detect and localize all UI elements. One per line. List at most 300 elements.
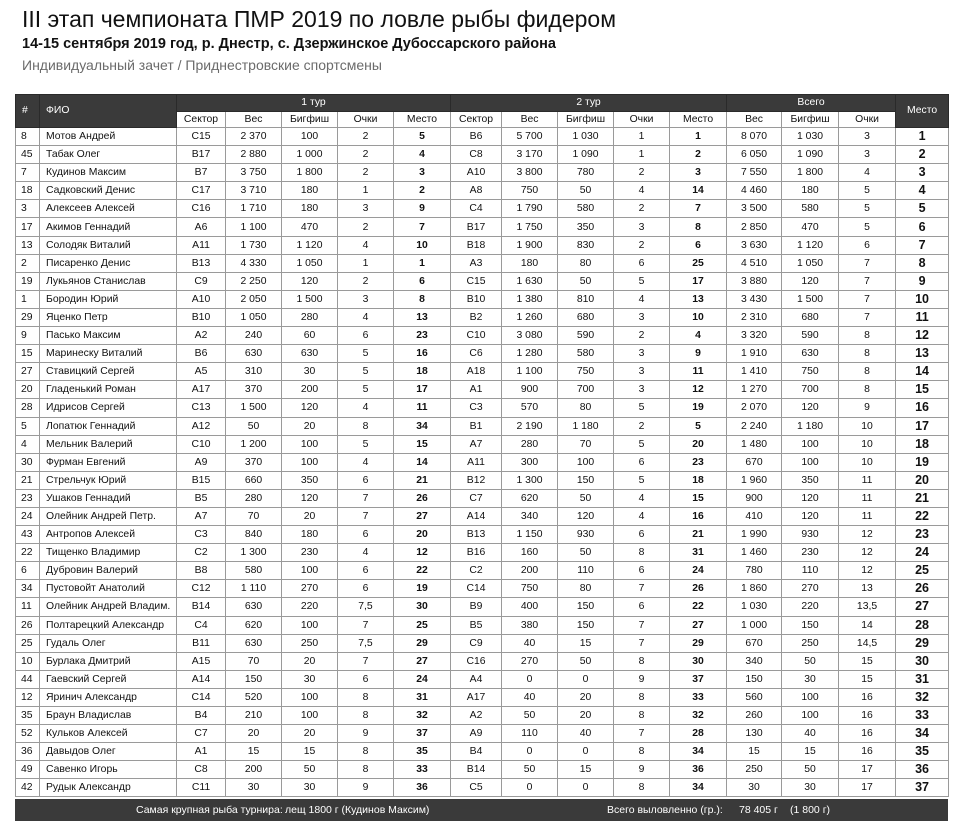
table-cell: 9 [338, 779, 394, 797]
table-cell: 18 [394, 363, 451, 381]
table-cell: 100 [558, 453, 614, 471]
table-cell: 16 [839, 725, 896, 743]
table-cell: 5 [338, 435, 394, 453]
table-cell: 1 750 [502, 218, 558, 236]
table-cell: 30 [670, 652, 727, 670]
table-row [16, 489, 949, 507]
table-cell: 10 [839, 453, 896, 471]
table-row [16, 471, 949, 489]
table-cell: 2 240 [727, 417, 782, 435]
table-cell: 2 [394, 182, 451, 200]
table-cell: A5 [177, 363, 226, 381]
table-cell: 30 [226, 779, 282, 797]
table-cell: 590 [782, 327, 839, 345]
table-cell: 8 [839, 363, 896, 381]
table-cell: 5 [338, 363, 394, 381]
table-cell: 0 [558, 743, 614, 761]
table-cell: 12 [16, 688, 40, 706]
table-cell: 20 [558, 707, 614, 725]
table-cell: 250 [727, 761, 782, 779]
table-cell: 4 [614, 507, 670, 525]
table-cell: B10 [451, 290, 502, 308]
table-cell: 4 [338, 236, 394, 254]
table-cell: 1 [614, 128, 670, 146]
table-cell: 4 [394, 146, 451, 164]
table-cell: 15 [670, 489, 727, 507]
table-cell: 1 630 [502, 272, 558, 290]
final-place: 27 [896, 598, 949, 616]
table-cell: 1 800 [282, 164, 338, 182]
table-cell: 7 [614, 616, 670, 634]
subheader-cell: Очки [614, 112, 670, 128]
participant-name: Олейник Андрей Владим. [40, 598, 177, 616]
table-cell: 580 [226, 562, 282, 580]
table-cell: 110 [782, 562, 839, 580]
table-cell: 1 900 [502, 236, 558, 254]
table-cell: C10 [451, 327, 502, 345]
table-cell: 9 [614, 670, 670, 688]
table-cell: 20 [282, 417, 338, 435]
table-cell: B4 [177, 707, 226, 725]
table-cell: C14 [177, 688, 226, 706]
table-cell: 17 [839, 761, 896, 779]
table-cell: C5 [451, 779, 502, 797]
col-name-header: ФИО [40, 95, 177, 128]
table-cell: 15 [839, 652, 896, 670]
table-cell: 30 [282, 779, 338, 797]
table-cell: 29 [394, 634, 451, 652]
table-cell: 50 [558, 544, 614, 562]
table-cell: 80 [558, 254, 614, 272]
header [22, 0, 616, 76]
table-cell: 280 [502, 435, 558, 453]
participant-name: Яринич Александр [40, 688, 177, 706]
table-cell: 7 550 [727, 164, 782, 182]
table-cell: 670 [727, 453, 782, 471]
participant-name: Маринеску Виталий [40, 345, 177, 363]
table-cell: 34 [670, 779, 727, 797]
table-cell: 50 [502, 707, 558, 725]
table-cell: C4 [177, 616, 226, 634]
table-cell: 1 910 [727, 345, 782, 363]
table-cell: 100 [782, 707, 839, 725]
table-cell: 230 [782, 544, 839, 562]
table-cell: 8 [839, 327, 896, 345]
table-cell: 4 510 [727, 254, 782, 272]
table-cell: 3 710 [226, 182, 282, 200]
table-cell: 3 320 [727, 327, 782, 345]
table-cell: 5 [614, 399, 670, 417]
table-cell: 8 [839, 381, 896, 399]
participant-name: Лукьянов Станислав [40, 272, 177, 290]
participant-name: Тищенко Владимир [40, 544, 177, 562]
participant-name: Бородин Юрий [40, 290, 177, 308]
table-cell: 5 [670, 417, 727, 435]
table-cell: 1 [338, 182, 394, 200]
table-cell: C4 [451, 200, 502, 218]
table-row [16, 507, 949, 525]
final-place: 7 [896, 236, 949, 254]
table-cell: 24 [670, 562, 727, 580]
table-cell: 19 [16, 272, 40, 290]
table-cell: C13 [177, 399, 226, 417]
biggest-fish-value: лещ 1800 г (Кудинов Максим) [285, 804, 430, 816]
table-cell: 50 [558, 489, 614, 507]
table-row [16, 634, 949, 652]
table-cell: 100 [282, 435, 338, 453]
final-place: 12 [896, 327, 949, 345]
table-cell: 9 [614, 761, 670, 779]
table-cell: B16 [451, 544, 502, 562]
participant-name: Садковский Денис [40, 182, 177, 200]
table-cell: 6 [614, 598, 670, 616]
table-cell: 570 [502, 399, 558, 417]
table-cell: 7,5 [338, 598, 394, 616]
table-cell: C2 [451, 562, 502, 580]
table-cell: 8 [338, 743, 394, 761]
table-cell: 70 [226, 652, 282, 670]
table-cell: 32 [394, 707, 451, 725]
table-cell: 8 [338, 707, 394, 725]
final-place: 14 [896, 363, 949, 381]
table-cell: 2 190 [502, 417, 558, 435]
table-row [16, 652, 949, 670]
table-cell: 21 [16, 471, 40, 489]
table-cell: 4 [338, 308, 394, 326]
table-cell: 16 [839, 688, 896, 706]
final-place: 3 [896, 164, 949, 182]
table-cell: 12 [839, 562, 896, 580]
table-cell: 30 [782, 670, 839, 688]
table-cell: 28 [670, 725, 727, 743]
table-cell: A4 [451, 670, 502, 688]
table-cell: B15 [177, 471, 226, 489]
table-cell: 560 [727, 688, 782, 706]
table-cell: 52 [16, 725, 40, 743]
table-cell: 220 [782, 598, 839, 616]
table-cell: 220 [282, 598, 338, 616]
table-cell: 0 [502, 670, 558, 688]
table-row [16, 182, 949, 200]
table-cell: 45 [16, 146, 40, 164]
table-cell: 5 [614, 272, 670, 290]
table-cell: 100 [282, 707, 338, 725]
table-cell: 13 [839, 580, 896, 598]
table-cell: 100 [282, 128, 338, 146]
table-cell: 1 090 [782, 146, 839, 164]
table-cell: 1 260 [502, 308, 558, 326]
final-place: 20 [896, 471, 949, 489]
participant-name: Идрисов Сергей [40, 399, 177, 417]
table-cell: 3 [839, 146, 896, 164]
table-cell: 6 [338, 471, 394, 489]
final-place: 31 [896, 670, 949, 688]
table-cell: 1 860 [727, 580, 782, 598]
table-cell: 2 [614, 417, 670, 435]
table-cell: 120 [782, 272, 839, 290]
table-cell: 20 [282, 652, 338, 670]
table-row [16, 779, 949, 797]
table-cell: 8 [614, 707, 670, 725]
table-cell: 50 [226, 417, 282, 435]
table-cell: B10 [177, 308, 226, 326]
table-cell: 10 [839, 417, 896, 435]
table-cell: 50 [558, 272, 614, 290]
table-cell: 5 [614, 471, 670, 489]
table-cell: 2 250 [226, 272, 282, 290]
table-cell: 620 [226, 616, 282, 634]
table-cell: A15 [177, 652, 226, 670]
table-cell: 9 [839, 399, 896, 417]
table-cell: A7 [451, 435, 502, 453]
subheader-cell: Бигфиш [782, 112, 839, 128]
table-cell: 7 [394, 218, 451, 236]
table-cell: 11 [839, 507, 896, 525]
table-cell: 3 880 [727, 272, 782, 290]
table-cell: 8 [16, 128, 40, 146]
participant-name: Солодяк Виталий [40, 236, 177, 254]
table-cell: 6 [338, 526, 394, 544]
table-cell: A9 [177, 453, 226, 471]
table-cell: B18 [451, 236, 502, 254]
table-cell: 200 [502, 562, 558, 580]
table-cell: 33 [670, 688, 727, 706]
table-cell: 9 [670, 345, 727, 363]
table-cell: 10 [670, 308, 727, 326]
table-cell: 580 [782, 200, 839, 218]
table-row [16, 236, 949, 254]
table-cell: 200 [282, 381, 338, 399]
table-cell: 30 [727, 779, 782, 797]
final-place: 19 [896, 453, 949, 471]
table-cell: 100 [282, 562, 338, 580]
table-cell: 1 150 [502, 526, 558, 544]
table-cell: C8 [451, 146, 502, 164]
table-row [16, 290, 949, 308]
table-cell: 680 [782, 308, 839, 326]
table-cell: 10 [16, 652, 40, 670]
table-cell: 750 [502, 580, 558, 598]
table-row [16, 381, 949, 399]
results-body [16, 128, 949, 797]
table-cell: 40 [782, 725, 839, 743]
table-cell: 110 [558, 562, 614, 580]
table-cell: 3 [16, 200, 40, 218]
participant-name: Табак Олег [40, 146, 177, 164]
table-cell: 1 050 [782, 254, 839, 272]
table-cell: 100 [782, 453, 839, 471]
table-cell: 21 [670, 526, 727, 544]
table-cell: 1 [394, 254, 451, 272]
table-cell: 580 [558, 345, 614, 363]
table-cell: 15 [839, 670, 896, 688]
table-cell: 8 [614, 743, 670, 761]
table-cell: 350 [558, 218, 614, 236]
table-cell: 1 [338, 254, 394, 272]
table-cell: 50 [502, 761, 558, 779]
table-cell: 29 [16, 308, 40, 326]
table-cell: 280 [282, 308, 338, 326]
table-cell: 4 [16, 435, 40, 453]
table-cell: 180 [782, 182, 839, 200]
table-cell: 150 [558, 598, 614, 616]
participant-name: Рудык Александр [40, 779, 177, 797]
table-cell: 1 500 [782, 290, 839, 308]
table-cell: 15 [226, 743, 282, 761]
table-cell: 20 [282, 725, 338, 743]
participant-name: Олейник Андрей Петр. [40, 507, 177, 525]
table-cell: 2 850 [727, 218, 782, 236]
table-cell: 6 [614, 526, 670, 544]
table-row [16, 164, 949, 182]
table-cell: 700 [558, 381, 614, 399]
table-cell: C6 [451, 345, 502, 363]
table-cell: A14 [177, 670, 226, 688]
table-cell: 27 [16, 363, 40, 381]
final-place: 35 [896, 743, 949, 761]
table-cell: 120 [782, 489, 839, 507]
table-cell: 20 [558, 688, 614, 706]
table-cell: 120 [782, 507, 839, 525]
participant-name: Гудаль Олег [40, 634, 177, 652]
table-cell: 120 [282, 272, 338, 290]
table-cell: 1 280 [502, 345, 558, 363]
table-cell: 1 030 [558, 128, 614, 146]
table-cell: 470 [282, 218, 338, 236]
subheader-cell: Вес [226, 112, 282, 128]
table-cell: 1 120 [782, 236, 839, 254]
table-cell: 2 [614, 200, 670, 218]
table-cell: 6 [839, 236, 896, 254]
table-cell: 5 [16, 417, 40, 435]
table-cell: 1 030 [782, 128, 839, 146]
table-cell: 60 [282, 327, 338, 345]
table-cell: 37 [394, 725, 451, 743]
table-cell: 12 [670, 381, 727, 399]
table-cell: 520 [226, 688, 282, 706]
table-cell: 1 000 [282, 146, 338, 164]
table-cell: 11 [16, 598, 40, 616]
table-cell: 37 [670, 670, 727, 688]
table-cell: 50 [282, 761, 338, 779]
table-cell: 6 [338, 670, 394, 688]
table-cell: 1 120 [282, 236, 338, 254]
total-biggest-value: (1 800 г) [790, 804, 831, 816]
table-cell: 200 [226, 761, 282, 779]
table-cell: 13 [16, 236, 40, 254]
table-cell: 15 [394, 435, 451, 453]
table-cell: 6 [16, 562, 40, 580]
table-cell: 1 480 [727, 435, 782, 453]
final-place: 37 [896, 779, 949, 797]
table-cell: B6 [451, 128, 502, 146]
table-cell: A17 [451, 688, 502, 706]
table-cell: 160 [502, 544, 558, 562]
table-cell: 7 [338, 616, 394, 634]
table-cell: 7 [839, 308, 896, 326]
table-row [16, 128, 949, 146]
table-cell: 4 460 [727, 182, 782, 200]
table-cell: 100 [282, 616, 338, 634]
table-cell: 2 [614, 327, 670, 345]
col-number-header: # [16, 95, 40, 128]
category-label: Индивидуальный зачет / Приднестровские спортсмены [22, 57, 382, 73]
table-cell: C3 [451, 399, 502, 417]
table-cell: 1 410 [727, 363, 782, 381]
table-cell: 5 [338, 345, 394, 363]
table-cell: B9 [451, 598, 502, 616]
table-cell: 24 [394, 670, 451, 688]
table-cell: C16 [451, 652, 502, 670]
table-cell: 270 [782, 580, 839, 598]
table-cell: 1 110 [226, 580, 282, 598]
table-cell: 630 [282, 345, 338, 363]
final-place: 36 [896, 761, 949, 779]
table-cell: 150 [558, 616, 614, 634]
table-cell: 210 [226, 707, 282, 725]
table-cell: B14 [451, 761, 502, 779]
final-place: 17 [896, 417, 949, 435]
table-cell: 70 [226, 507, 282, 525]
table-row [16, 146, 949, 164]
table-cell: 9 [338, 725, 394, 743]
table-cell: 680 [558, 308, 614, 326]
final-place: 15 [896, 381, 949, 399]
table-cell: 26 [670, 580, 727, 598]
table-cell: 380 [502, 616, 558, 634]
table-cell: 3 [614, 363, 670, 381]
table-cell: 1 730 [226, 236, 282, 254]
final-place: 18 [896, 435, 949, 453]
table-cell: 1 030 [727, 598, 782, 616]
table-cell: 3 [338, 290, 394, 308]
table-cell: 0 [502, 779, 558, 797]
participant-name: Савенко Игорь [40, 761, 177, 779]
subheader-cell: Вес [727, 112, 782, 128]
table-cell: 8 [614, 688, 670, 706]
final-place: 28 [896, 616, 949, 634]
table-cell: 50 [558, 652, 614, 670]
table-row [16, 417, 949, 435]
table-cell: 7 [614, 725, 670, 743]
table-cell: 1 180 [782, 417, 839, 435]
table-cell: 22 [16, 544, 40, 562]
table-cell: 830 [558, 236, 614, 254]
table-cell: 1 [16, 290, 40, 308]
table-cell: 6 050 [727, 146, 782, 164]
table-cell: 15 [16, 345, 40, 363]
table-row [16, 399, 949, 417]
table-cell: 20 [394, 526, 451, 544]
final-place: 33 [896, 707, 949, 725]
table-cell: 900 [727, 489, 782, 507]
table-cell: 4 [338, 544, 394, 562]
table-cell: 21 [394, 471, 451, 489]
table-cell: 22 [394, 562, 451, 580]
table-cell: 6 [394, 272, 451, 290]
table-cell: 14 [394, 453, 451, 471]
table-cell: 1 100 [226, 218, 282, 236]
table-row [16, 453, 949, 471]
table-cell: 370 [226, 453, 282, 471]
table-cell: 250 [782, 634, 839, 652]
table-cell: 1 460 [727, 544, 782, 562]
table-cell: 930 [782, 526, 839, 544]
table-cell: 31 [394, 688, 451, 706]
table-cell: 20 [282, 507, 338, 525]
final-place: 2 [896, 146, 949, 164]
table-cell: C3 [177, 526, 226, 544]
